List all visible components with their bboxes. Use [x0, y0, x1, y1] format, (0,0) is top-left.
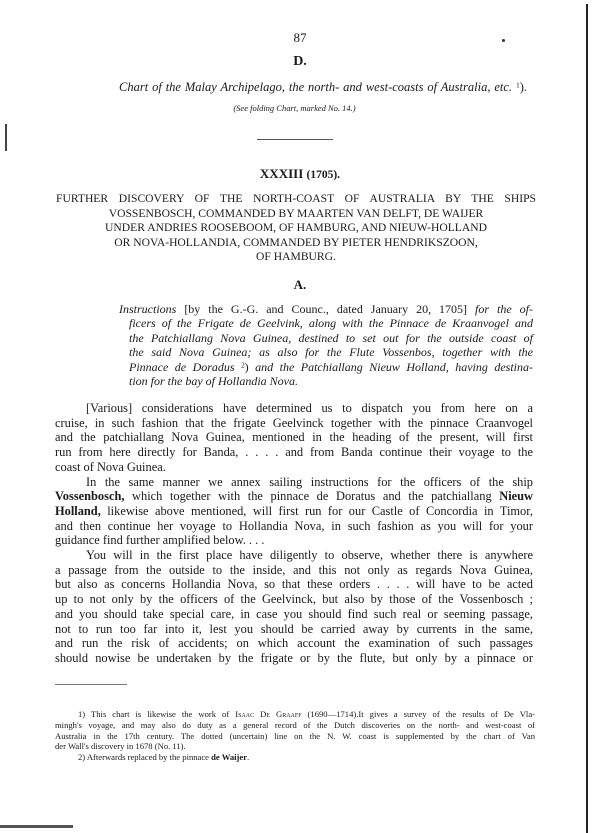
- text-segment: de Waijer: [211, 752, 248, 762]
- text-segment: .: [247, 752, 250, 762]
- text-segment: tion for the bay of Hollandia Nova.: [129, 374, 298, 388]
- text-segment: 2) Afterwards replaced by the pinnace: [78, 752, 212, 762]
- footnote-ref: 2: [241, 361, 245, 369]
- text-segment: Isaac De Graaff: [235, 709, 302, 719]
- body-line: [55, 622, 533, 637]
- title-line: VOSSENBOSCH, COMMANDED BY MAARTEN VAN DELFT, DE WAIJER: [108, 206, 484, 220]
- footnote-line: [78, 752, 535, 762]
- text-segment: (1690—1714).It gives a survey of the results of De Vla-: [301, 709, 535, 719]
- subsection-letter: A.: [293, 277, 307, 292]
- text-segment: for the of-: [475, 302, 533, 316]
- section-letter: D.: [293, 54, 307, 69]
- scan-edge-bar: [0, 825, 73, 828]
- text-segment: ).: [519, 80, 527, 94]
- instructions-line: [129, 316, 533, 331]
- text-segment: ficers of the Frigate de Geelvink, along with the Pinnace de Kraanvogel and: [129, 316, 533, 331]
- title-line: UNDER ANDRIES ROOSEBOOM, OF HAMBURG, AND NIEUW-HOLLAND: [105, 221, 487, 234]
- text-segment: In the same manner we annex sailing instructions for the officers of the ship: [86, 474, 533, 489]
- body-line: [55, 430, 533, 445]
- text-segment: the said Nova Guinea; as also for the Flute Vossenbos, together with the: [129, 345, 533, 360]
- document-year: (1705).: [306, 169, 341, 181]
- text-segment: coast of Nova Guinea.: [55, 459, 166, 474]
- body-line: [55, 592, 533, 607]
- text-segment: cruise, in such fashion that the frigate Geelvinck together with the pinnace Craanvogel: [55, 415, 533, 430]
- title-line: OR NOVA-HOLLANDIA, COMMANDED BY PIETER HENDRIKSZOON,: [114, 235, 478, 249]
- page-edge-line: [586, 4, 588, 833]
- body-line: [55, 504, 533, 519]
- page-number: 87: [293, 30, 307, 45]
- text-segment: [by the G.-G. and Counc., dated January 20, 1705]: [184, 302, 476, 316]
- text-segment: You will in the first place have diligently to observe, whether there is anywhere: [86, 548, 533, 562]
- chart-title: [119, 80, 527, 95]
- body-line: [55, 519, 533, 534]
- text-segment: and then continue her voyage to Hollandia Nova, in such fashion as you will for your: [55, 518, 533, 533]
- instructions-line: [119, 302, 533, 317]
- document-heading: [0, 166, 600, 182]
- body-line: [55, 563, 533, 578]
- body-line: [55, 460, 533, 475]
- instructions-line: [129, 360, 533, 375]
- chart-note: (See folding Chart, marked No. 14.): [233, 103, 356, 113]
- instructions-line: [129, 331, 533, 346]
- text-segment: Pinnace de Doradus: [129, 359, 242, 374]
- text-segment: Holland,: [55, 503, 101, 518]
- text-segment: and run the risk of accidents; on which account the examination of such passages: [55, 636, 533, 651]
- footnote-line: [55, 741, 535, 751]
- text-segment: the Patchiallang Nova Guinea, destined to set out for the outside coast of: [129, 330, 533, 345]
- body-line: [55, 651, 533, 666]
- text-segment: and the patchiallang Nova Guinea, mentioned in the heading of the present, will first: [55, 430, 533, 445]
- footnote-line: [55, 720, 535, 730]
- body-line: [55, 489, 533, 504]
- text-segment: run from here directly for Banda, . . . . and from Banda continue their voyage to the: [55, 445, 533, 460]
- text-segment: guidance find further amplified below. . . .: [55, 533, 265, 548]
- text-segment: should nowise be undertaken by the frigate or by the flute, but only by a pinnace or: [55, 650, 533, 665]
- instructions-line: [129, 345, 533, 360]
- text-segment: mingh's voyage, and may also do duty as a general record of the Dutch discoveries on the north- and west-coast of: [55, 720, 535, 730]
- body-line: [55, 577, 533, 592]
- title-line: OF HAMBURG.: [256, 250, 336, 263]
- text-segment: and you should take special care, in case you should find such real or seeming passage,: [55, 606, 533, 621]
- instructions-line: [129, 374, 533, 389]
- text-segment: likewise above mentioned, will first run for our Castle of Concordia in Timor,: [100, 503, 533, 518]
- footnote-ref: 1: [515, 80, 520, 90]
- text-segment: ): [244, 359, 256, 374]
- body-line: [55, 445, 533, 460]
- text-segment: not to run too far into it, lest you should be carried away by currents in the same,: [55, 621, 533, 636]
- text-segment: Australia in the 17th century. The dotted (uncertain) line on the N. W. coast is supplemented by the chart of Van: [55, 731, 535, 741]
- text-segment: 1) This chart is likewise the work of: [78, 709, 236, 719]
- body-line: [55, 533, 533, 548]
- title-line: FURTHER DISCOVERY OF THE NORTH-COAST OF AUSTRALIA BY THE SHIPS: [56, 192, 536, 205]
- text-segment: Chart of the Malay Archipelago, the north- and west-coasts of Australia, etc.: [119, 80, 516, 94]
- footnote-rule: [55, 684, 127, 685]
- document-number: XXXIII: [259, 166, 304, 181]
- text-segment: and the Patchiallang Nieuw Holland, having destina-: [255, 359, 533, 374]
- body-line: [55, 636, 533, 651]
- text-segment: Nieuw: [499, 489, 533, 504]
- scan-margin-mark: [5, 124, 7, 151]
- text-segment: but also as concerns Hollandia Nova, so that these orders . . . . will have to be acted: [55, 577, 533, 592]
- body-line: [55, 416, 533, 431]
- text-segment: der Wall's discovery in 1678 (No. 11).: [55, 741, 186, 751]
- text-segment: [Various] considerations have determined us to dispatch you from here on a: [86, 401, 533, 415]
- footnote-line: [55, 731, 535, 741]
- footnote-line: [78, 709, 535, 719]
- body-line: [55, 607, 533, 622]
- body-line: [86, 401, 533, 416]
- text-segment: up to not only by the officers of the Geelvinck, but also by those of the Vossenbosch ;: [55, 592, 533, 607]
- body-line: [86, 475, 533, 490]
- text-segment: Instructions: [119, 302, 185, 316]
- text-segment: which together with the pinnace de Doratus and the patchiallang: [124, 489, 500, 504]
- divider-rule: [257, 139, 333, 140]
- text-segment: a passage from the outside to the inside, and this not only as regards Nova Guinea,: [55, 562, 533, 577]
- body-line: [86, 548, 533, 563]
- text-segment: Vossenbosch,: [55, 489, 125, 504]
